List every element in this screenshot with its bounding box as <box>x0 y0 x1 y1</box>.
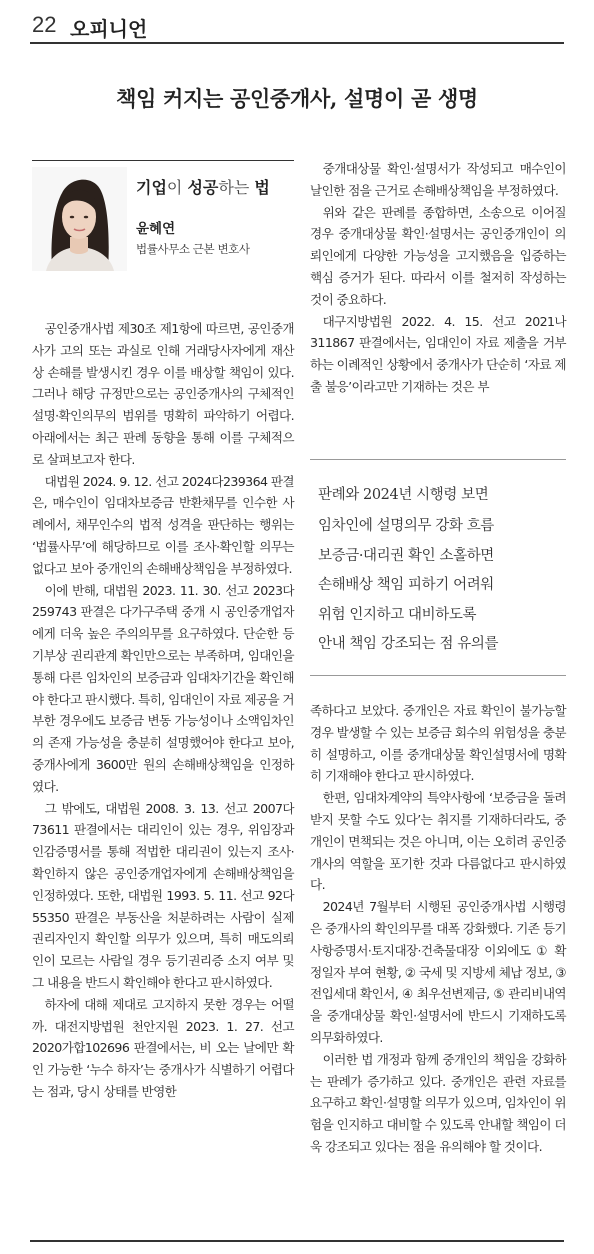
pull-quote-line: 안내 책임 강조되는 점 유의를 <box>318 636 499 652</box>
column-name <box>136 175 270 198</box>
article-column-left <box>32 318 294 1103</box>
paragraph: 하자에 대해 제대로 고지하지 못한 경우는 어떨까. 대전지방법원 천안지원 2023. 1. 27. 선고 2020가합102696 판결에서는, 비 오는 날에만 확인 가능한 ‘누수 하자’는 중개사가 식별하기 어렵다는 점과, 당시 상태를 반영한 <box>32 996 294 1099</box>
pull-quote-line: 판례와 2024년 시행령 보면 <box>318 487 489 503</box>
pull-quote-line: 위험 인지하고 대비하도록 <box>318 607 477 623</box>
article-column-right-top <box>310 158 566 398</box>
column-name-part: 기업 <box>136 178 167 197</box>
headline: 책임 커지는 공인중개사, 설명이 곧 생명 <box>116 86 478 111</box>
author-photo <box>32 167 127 271</box>
pull-quote-line: 임차인에 설명의무 강화 흐름 <box>318 518 494 534</box>
author-portrait-image <box>32 167 127 271</box>
author-name: 윤혜연 <box>136 221 176 237</box>
page-number: 22 <box>32 12 57 37</box>
paragraph: 이러한 법 개정과 함께 중개인의 책임을 강화하는 판례가 증가하고 있다. 중개인은 관련 자료를 요구하고 확인·설명할 의무가 있으며, 임차인이 위험을 인지하고 대비할 수 있도록 안내할 책임이 더욱 강조되고 있다는 점을 유의해야 할 것이다. <box>310 1051 566 1154</box>
pull-quote-line: 손해배상 책임 피하기 어려워 <box>318 577 494 593</box>
author-title: 법률사무소 근본 변호사 <box>136 242 250 256</box>
column-byline-box <box>32 160 294 271</box>
column-name-part: 하는 <box>218 178 255 197</box>
column-name-part: 법 <box>254 178 270 197</box>
paragraph: 중개대상물 확인·설명서가 작성되고 매수인이 날인한 점을 근거로 손해배상책임을 부정하였다. <box>310 161 566 198</box>
pull-quote-line: 보증금·대리권 확인 소홀하면 <box>318 548 494 564</box>
paragraph: 그 밖에도, 대법원 2008. 3. 13. 선고 2007다73611 판결에서는 대리인이 있는 경우, 위임장과 인감증명서를 통해 적법한 대리권이 있는지 조사·확인하지 않은 공인중개업자에게 손해배상책임을 인정하였다. 또한, 대법원 1993. 5. 11. 선고 92다55350 판결은 부동산을 처분하려는 사람이 실제 권리자인지 확인할 의무가 있으며, 특히 매도의뢰인이 모르는 사람일 경우 등기권리증 소지 여부 및 그 내용을 반드시 확인해야 한다고 판시하였다. <box>32 800 294 990</box>
column-name-part: 이 <box>166 178 188 197</box>
paragraph: 대법원 2024. 9. 12. 선고 2024다239364 판결은, 매수인이 임대차보증금 반환채무를 인수한 사례에서, 채무인수의 법적 성격을 판단하는 행위는 ‘법률사무’에 해당하므로 이를 조사·확인할 의무는 없다고 보아 중개인의 손해배상책임을 부정하였다. <box>32 473 294 576</box>
column-name-part: 성공 <box>187 178 219 197</box>
paragraph: 한편, 임대차계약의 특약사항에 ‘보증금을 돌려받지 못할 수도 있다’는 취지를 기재하더라도, 중개인이 면책되는 것은 아니며, 이는 오히려 공인중개사의 역할을 포기한 것과 다름없다고 판시하였다. <box>310 790 566 893</box>
paragraph: 2024년 7월부터 시행된 공인중개사법 시행령은 중개사의 확인의무를 대폭 강화했다. 기존 등기사항증명서·토지대장·건축물대장 이외에도 ① 확정일자 부여 현황, ② 국세 및 지방세 체납 정보, ③ 전입세대 확인서, ④ 최우선변제금, ⑤ 관리비내역을 중개대상물 확인·설명서에 반드시 기재하도록 의무화하였다. <box>310 899 566 1045</box>
pull-quote <box>310 459 566 676</box>
footer-rule <box>30 1240 564 1242</box>
paragraph: 위와 같은 판례를 종합하면, 소송으로 이어질 경우 중개대상물 확인·설명서는 공인중개인이 의뢰인에게 다양한 가능성을 고지했음을 입증하는 핵심 증거가 된다. 따라서 이를 철저히 작성하는 것이 중요하다. <box>310 204 566 307</box>
paragraph: 대구지방법원 2022. 4. 15. 선고 2021나311867 판결에서는, 임대인이 자료 제출을 거부하는 이례적인 상황에서 중개사가 단순히 ‘자료 제출 불응’이라고만 기재하는 것은 부 <box>310 313 566 394</box>
article-column-right-bottom <box>310 700 566 1158</box>
section-label: 오피니언 <box>70 17 148 41</box>
header-rule <box>30 42 564 44</box>
paragraph: 공인중개사법 제30조 제1항에 따르면, 공인중개사가 고의 또는 과실로 인해 거래당사자에게 재산상 손해를 발생시킨 경우 이를 배상할 책임이 있다. 그러나 해당 규정만으로는 공인중개사의 구체적인 설명·확인의무의 범위를 명확히 파악하기 어렵다. 아래에서는 최근 판례 동향을 통해 이를 구체적으로 살펴보고자 한다. <box>32 321 294 467</box>
paragraph: 이에 반해, 대법원 2023. 11. 30. 선고 2023다259743 판결은 다가구주택 중개 시 공인중개업자에게 더욱 높은 주의의무를 요구하였다. 단순한 등기부상 권리관계 확인만으로는 부족하며, 임대인을 통해 다른 임차인의 보증금과 임대차기간을 확인해야 한다고 판시했다. 특히, 임대인이 자료 제공을 거부한 경우에도 보증금 변동 가능성이나 소액임차인의 존재 가능성을 충분히 설명했어야 한다고 보아, 중개사에게 3600만 원의 손해배상책임을 인정하였다. <box>32 582 294 794</box>
paragraph: 족하다고 보았다. 중개인은 자료 확인이 불가능할 경우 발생할 수 있는 보증금 회수의 위험성을 충분히 설명하고, 이를 중개대상물 확인설명서에 명확히 기재해야 한다고 판시하였다. <box>310 703 566 784</box>
